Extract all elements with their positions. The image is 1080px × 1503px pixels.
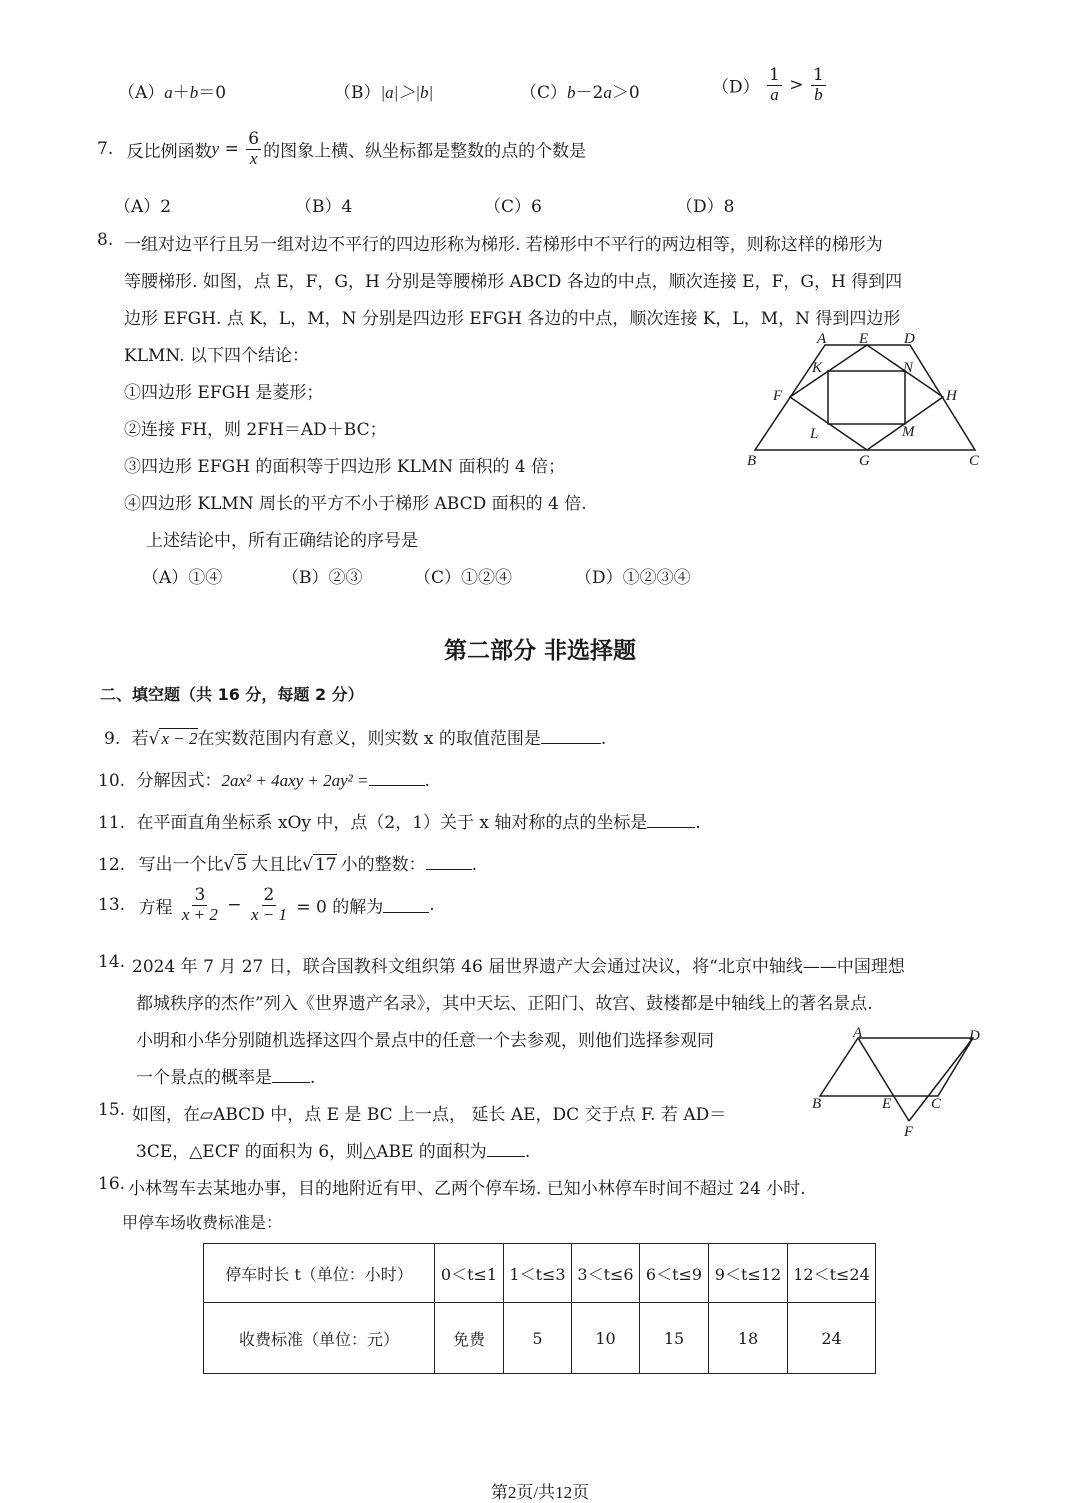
label-b: B: [812, 1096, 822, 1112]
q15-parallelogram-figure: [808, 1026, 988, 1144]
q13-answer-blank: [383, 898, 429, 913]
table-cell: 1＜t≤3: [504, 1244, 572, 1303]
table-cell: 5: [504, 1303, 572, 1374]
table-cell: 免费: [435, 1303, 504, 1374]
q15-line-2: 3CE，△ECF 的面积为 6，则△ABE 的面积为 .: [136, 1142, 531, 1162]
q12-answer-blank: [426, 855, 472, 870]
label-f: F: [904, 1124, 914, 1140]
q7-option-a: （A）2: [114, 197, 172, 217]
page-footer: 第2页/共12页: [490, 1483, 590, 1502]
label-m: M: [902, 424, 915, 440]
q14-answer-blank: [272, 1068, 310, 1083]
question-13: 13. 方程 $\frac{3}{x + 2}$ − $\frac{2}{x - 1}$ = 0 的解为 .: [98, 885, 435, 924]
label-a: A: [817, 331, 827, 347]
q6-option-c: （C）b－2a＞0: [520, 83, 640, 103]
rectangle-klmn: [828, 371, 905, 424]
q14-line-2: 都城秩序的杰作”列入《世界遗产名录》，其中天坛、正阳门、故宫、鼓楼都是中轴线上的著名景点.: [136, 994, 873, 1014]
question-10: 10. 分解因式：2ax² + 4axy + 2ay² = .: [98, 771, 430, 791]
label-a: A: [853, 1026, 863, 1041]
table-row: [204, 1303, 876, 1374]
table-cell: 0＜t≤1: [435, 1244, 504, 1303]
q8-option-a: （A）①④: [142, 568, 223, 588]
table-cell: 12＜t≤24: [788, 1244, 876, 1303]
q16-number: 16.: [98, 1174, 126, 1194]
table-cell: 3＜t≤6: [572, 1244, 640, 1303]
q8-conclusion-3: ③四边形 EFGH 的面积等于四边形 KLMN 面积的 4 倍；: [124, 457, 566, 477]
label-d: D: [969, 1028, 980, 1044]
table-cell: 24: [788, 1303, 876, 1374]
q8-number: 8.: [97, 230, 114, 250]
q8-conclusion-4: ④四边形 KLMN 周长的平方不小于梯形 ABCD 面积的 4 倍.: [124, 494, 587, 514]
table-cell: 收费标准（单位：元）: [204, 1303, 435, 1374]
q10-answer-blank: [369, 771, 425, 786]
label-f: F: [773, 388, 783, 404]
q7-option-b: （B）4: [295, 197, 353, 217]
parking-fee-table: [203, 1243, 876, 1374]
q6-option-a: （A）a＋b＝0: [118, 83, 227, 103]
q8-line-1: 一组对边平行且另一组对边不平行的四边形称为梯形. 若梯形中不平行的两边相等，则称这样的梯形为: [124, 235, 883, 255]
table-cell: 9＜t≤12: [709, 1244, 788, 1303]
label-d: D: [904, 331, 915, 347]
q8-option-c: （C）①②④: [414, 568, 513, 588]
q16-text: 小林驾车去某地办事，目的地附近有甲、乙两个停车场. 已知小林停车时间不超过 24 小时.: [128, 1179, 806, 1199]
q8-prompt: 上述结论中，所有正确结论的序号是: [146, 531, 418, 551]
q11-answer-blank: [647, 813, 695, 828]
q8-line-2: 等腰梯形. 如图，点 E，F，G，H 分别是等腰梯形 ABCD 各边的中点，顺次连接 E，F，G，H 得到四: [124, 272, 903, 292]
label-l: L: [810, 426, 819, 442]
table-cell: 18: [709, 1303, 788, 1374]
q6-option-d: （D） $\frac{1}{a}$ > $\frac{1}{b}$: [712, 65, 824, 104]
label-e: E: [882, 1096, 892, 1112]
q9-answer-blank: [541, 729, 601, 744]
q14-line-4: 一个景点的概率是 .: [136, 1068, 316, 1088]
q15-line-1: 如图，在▱ABCD 中，点 E 是 BC 上一点， 延长 AE，DC 交于点 F. 若 AD＝: [132, 1105, 727, 1125]
q14-line-1: 2024 年 7 月 27 日，联合国教科文组织第 46 届世界遗产大会通过决议，将“北京中轴线——中国理想: [132, 957, 905, 977]
q8-line-4: KLMN. 以下四个结论：: [124, 346, 309, 366]
q7-option-d: （D）8: [676, 197, 735, 217]
table-cell: 停车时长 t（单位：小时）: [204, 1244, 435, 1303]
part2-title: 第二部分 非选择题: [443, 638, 636, 664]
q8-conclusion-2: ②连接 FH，则 2FH＝AD＋BC；: [124, 420, 387, 440]
label-g: G: [859, 453, 870, 469]
section2-heading: 二、填空题（共 16 分，每题 2 分）: [100, 685, 364, 704]
q8-option-d: （D）①②③④: [575, 568, 691, 588]
label-n: N: [903, 360, 914, 376]
question-9: 9. 若√ x − 2在实数范围内有意义，则实数 x 的取值范围是 .: [104, 729, 607, 749]
label-c: C: [969, 453, 980, 469]
label-k: K: [812, 360, 823, 376]
q8-trapezoid-figure: [740, 330, 990, 475]
table-cell: 15: [640, 1303, 709, 1374]
q7-option-c: （C）6: [484, 197, 542, 217]
q8-option-b: （B）②③: [282, 568, 363, 588]
question-11: 11. 在平面直角坐标系 xOy 中，点（2，1）关于 x 轴对称的点的坐标是 .: [98, 813, 701, 833]
table-cell: 10: [572, 1303, 640, 1374]
q16-table-caption: 甲停车场收费标准是：: [122, 1213, 283, 1232]
table-cell: 6＜t≤9: [640, 1244, 709, 1303]
label-b: B: [747, 453, 757, 469]
q8-conclusion-1: ①四边形 EFGH 是菱形；: [124, 383, 324, 403]
q15-answer-blank: [487, 1142, 525, 1157]
label-h: H: [946, 388, 957, 404]
label-c: C: [931, 1096, 942, 1112]
question-7: 7. 反比例函数y = $\frac{6}{x}$ 的图象上横、纵坐标都是整数的点的个数是: [97, 129, 587, 168]
question-12: 12. 写出一个比√ 5 大且比√ 17 小的整数： .: [98, 855, 478, 875]
table-header-row: [204, 1244, 876, 1303]
q14-line-3: 小明和小华分别随机选择这四个景点中的任意一个去参观，则他们选择参观同: [136, 1031, 714, 1051]
q6-option-b: （B）|a|＞|b|: [334, 83, 434, 103]
q14-number: 14.: [98, 952, 126, 972]
q15-number: 15.: [98, 1100, 126, 1120]
q8-line-3: 边形 EFGH. 点 K，L，M，N 分别是四边形 EFGH 各边的中点，顺次连接 K，L，M，N 得到四边形: [124, 309, 901, 329]
label-e: E: [859, 331, 869, 347]
